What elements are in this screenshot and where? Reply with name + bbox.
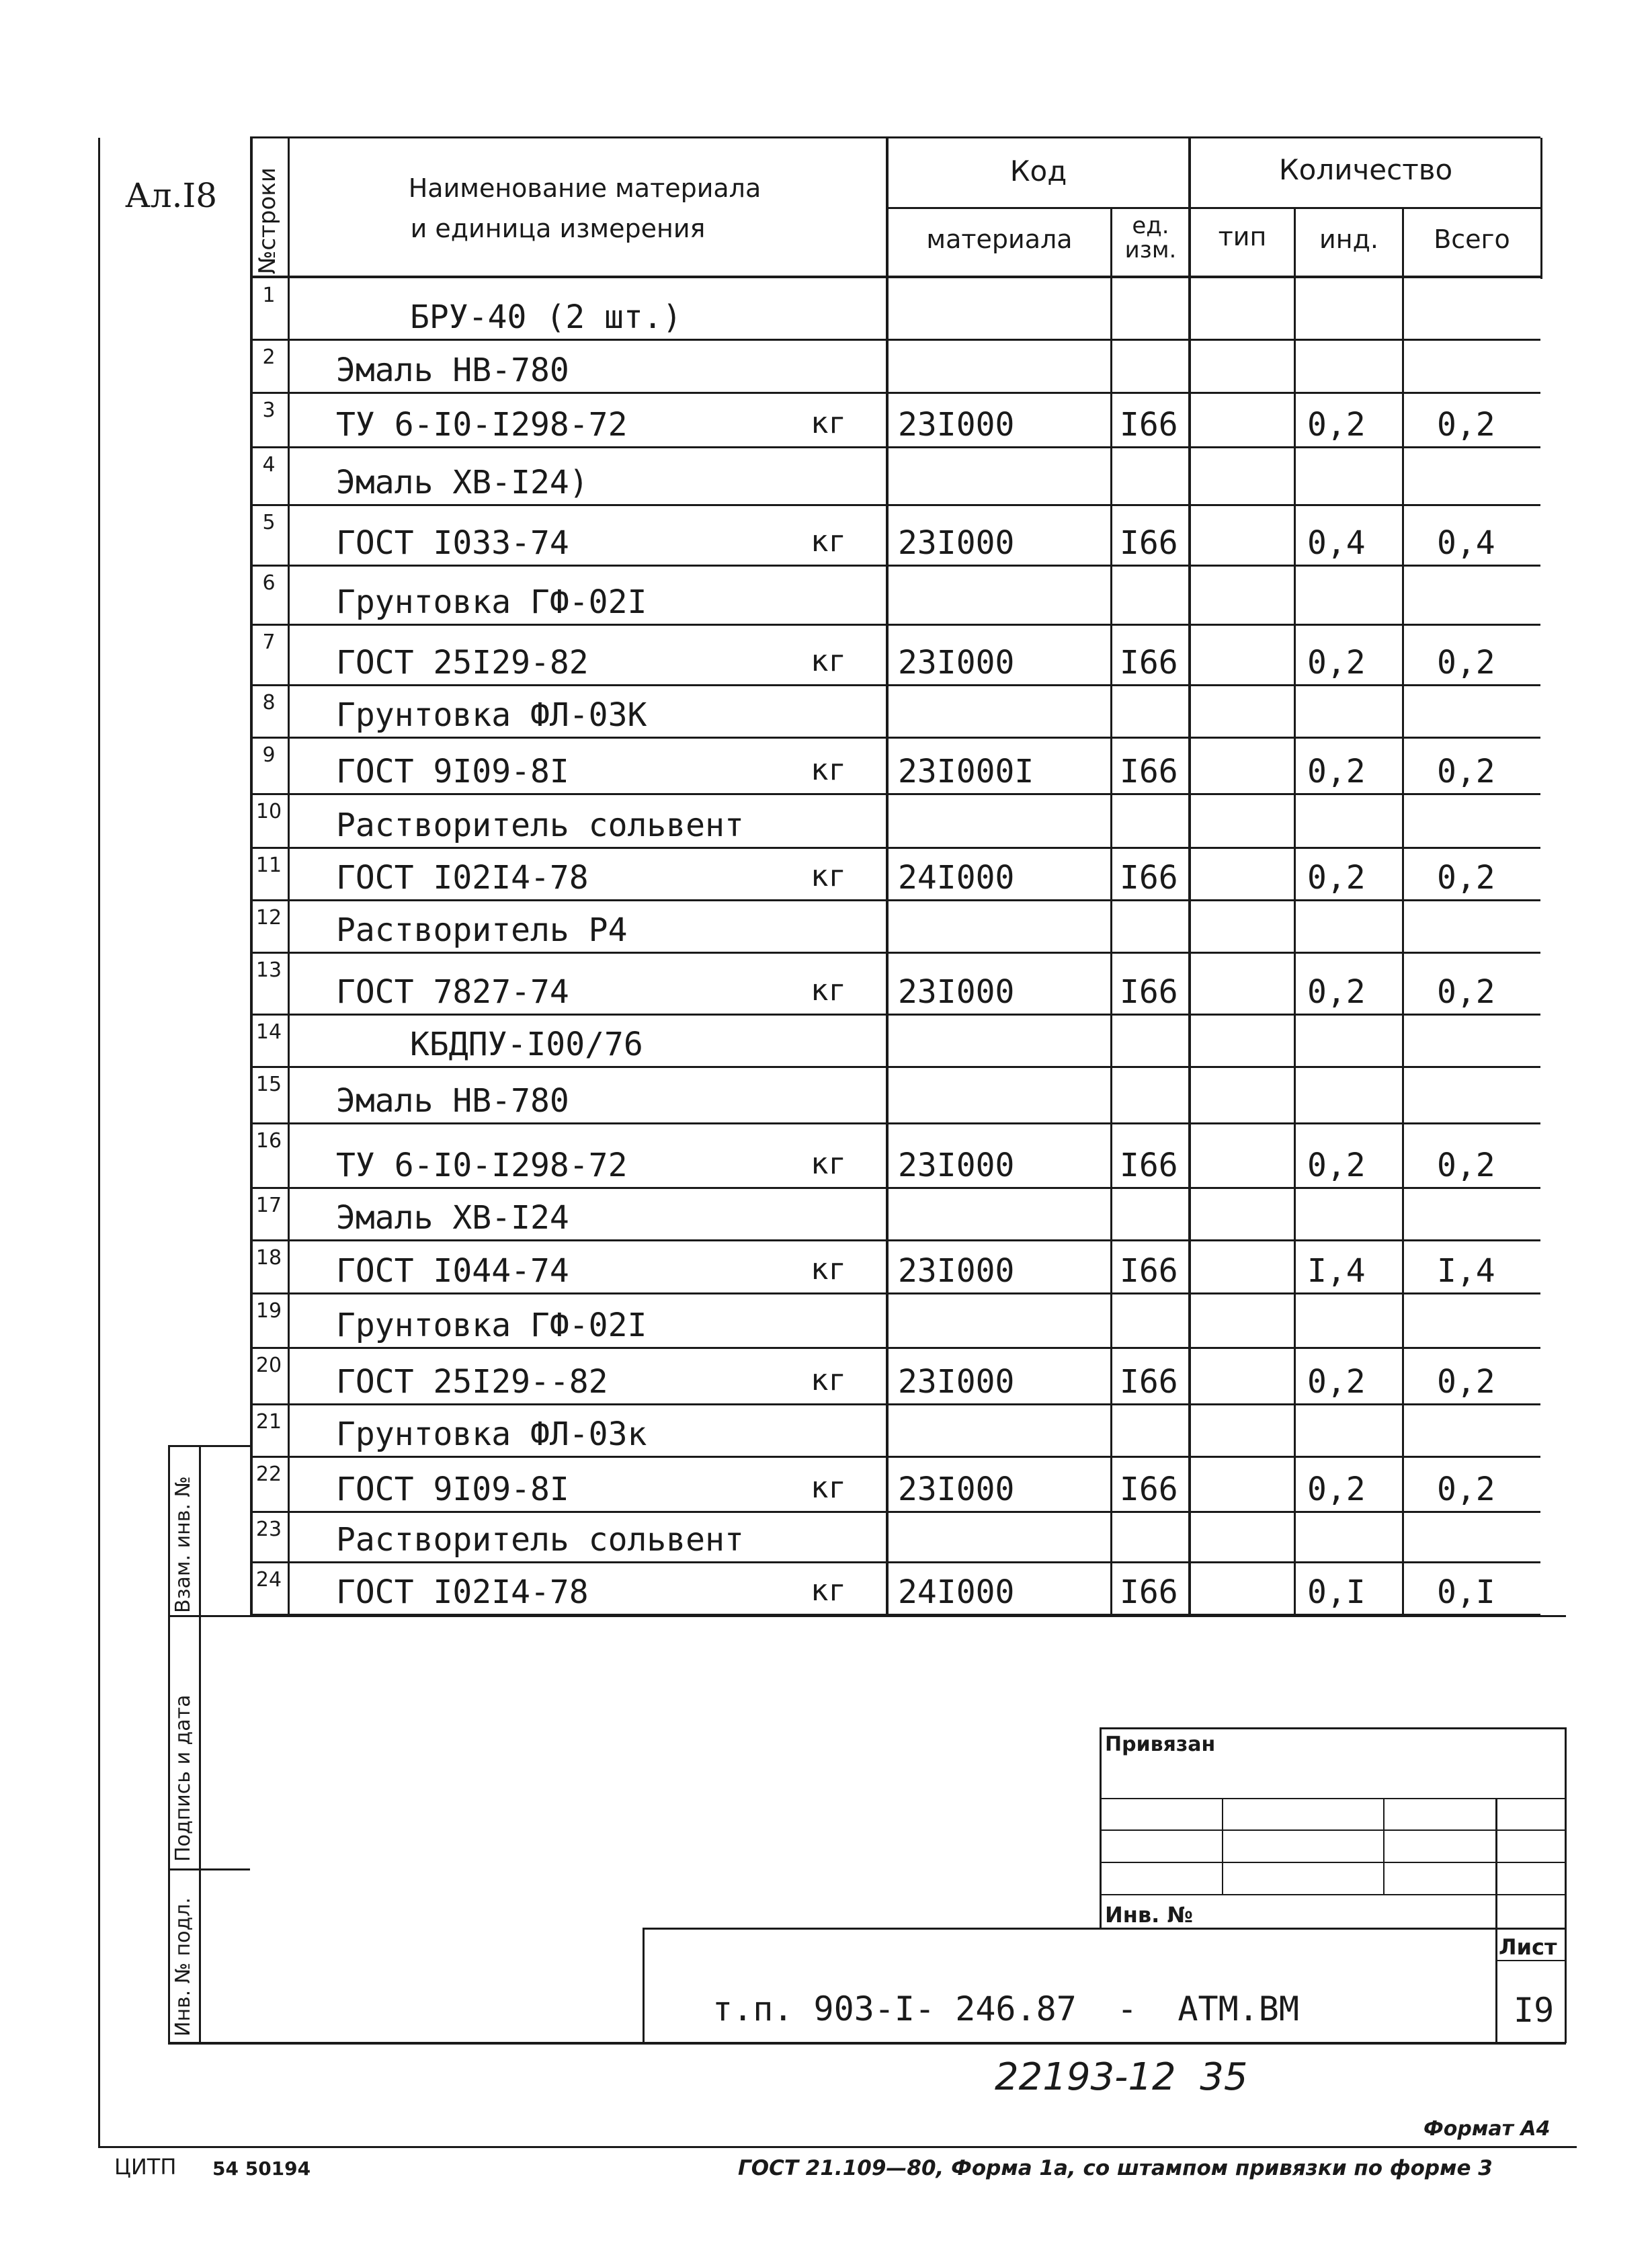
rownum-divider <box>288 138 290 1616</box>
row-divider <box>250 1614 1540 1616</box>
material-code: 23I000 <box>898 1363 1015 1401</box>
row-divider <box>250 899 1540 901</box>
qty-total: 0,I <box>1437 1573 1495 1611</box>
material-code: 23I000I <box>898 753 1034 790</box>
material-code: 24I000 <box>898 859 1015 897</box>
row-divider <box>250 684 1540 686</box>
qty-individual: I,4 <box>1307 1252 1366 1290</box>
unit-code: I66 <box>1120 1147 1178 1184</box>
header-top-line <box>250 136 1540 138</box>
material-name: ГОСТ I033-74 <box>336 524 569 562</box>
material-name: Эмаль НВ-780 <box>336 1082 569 1120</box>
qty-individual: 0,I <box>1307 1573 1366 1611</box>
unit-code: I66 <box>1120 859 1178 897</box>
row-number: 1 <box>262 284 276 307</box>
qty-type-header: тип <box>1218 222 1267 251</box>
material-code: 24I000 <box>898 1573 1015 1611</box>
row-divider <box>250 1014 1540 1016</box>
qty-total-header: Всего <box>1434 224 1510 254</box>
qty-total: 0,2 <box>1437 1471 1495 1508</box>
unit-of-measure: кг <box>811 1147 846 1181</box>
code-header: Код <box>1009 155 1067 188</box>
material-name: Растворитель сольвент <box>336 1521 744 1559</box>
row-number: 2 <box>262 345 276 369</box>
qty-individual: 0,2 <box>1307 1363 1366 1401</box>
quantity-header: Количество <box>1278 153 1453 186</box>
row-divider <box>250 1347 1540 1349</box>
material-name: ГОСТ 25I29--82 <box>336 1363 608 1401</box>
qty-total: 0,2 <box>1437 644 1495 682</box>
row-number: 18 <box>255 1246 282 1270</box>
vzam-label: Взам. инв. № <box>171 1476 195 1613</box>
footer-org: ЦИТП <box>114 2154 177 2180</box>
row-divider <box>250 737 1540 739</box>
tb-v3 <box>1495 1798 1497 2043</box>
left-margin-line <box>98 138 100 2147</box>
row-number: 19 <box>255 1299 282 1323</box>
row-divider <box>250 1456 1540 1458</box>
podpis-label: Подпись и дата <box>171 1694 195 1862</box>
material-name: БРУ-40 (2 шт.) <box>410 298 682 336</box>
unit-code: I66 <box>1120 1363 1178 1401</box>
header-bottom-line <box>250 276 1540 278</box>
privyazan-label: Привязан <box>1105 1733 1216 1756</box>
unit-code: I66 <box>1120 406 1178 444</box>
qty-total: 0,2 <box>1437 406 1495 444</box>
qty-individual: 0,2 <box>1307 1147 1366 1184</box>
material-code: 23I000 <box>898 524 1015 562</box>
document-designation: т.п. 903-I- 246.87 - АТМ.ВМ <box>712 1989 1299 2028</box>
row-number: 15 <box>255 1073 282 1096</box>
format-label: Формат А4 <box>1423 2117 1551 2141</box>
material-name: ГОСТ 9I09-8I <box>336 1471 569 1508</box>
code-material-header: материала <box>926 224 1073 254</box>
row-divider <box>250 624 1540 626</box>
material-name: КБДПУ-I00/76 <box>410 1026 643 1063</box>
inv-podl-label: Инв. № подл. <box>171 1897 195 2036</box>
unit-of-measure: кг <box>811 859 846 893</box>
material-name: ГОСТ I044-74 <box>336 1252 569 1290</box>
qty-individual: 0,2 <box>1307 753 1366 790</box>
tb-main-left <box>643 1928 645 2043</box>
material-name: Растворитель сольвент <box>336 807 744 844</box>
name-divider <box>886 138 889 1616</box>
row-number: 12 <box>255 906 282 930</box>
material-name: Грунтовка ГФ-02I <box>336 1307 647 1344</box>
stamp-bottom-line <box>168 2042 1566 2045</box>
qty-total: 0,2 <box>1437 1147 1495 1184</box>
qty-total: 0,2 <box>1437 753 1495 790</box>
material-name: ТУ 6-I0-I298-72 <box>336 1147 628 1184</box>
row-divider <box>250 1066 1540 1068</box>
side-stamp-mid <box>199 1445 201 2043</box>
qty-total: 0,2 <box>1437 1363 1495 1401</box>
unit-of-measure: кг <box>811 1363 846 1397</box>
material-name: Растворитель Р4 <box>336 911 628 949</box>
tb-sheet-line <box>1495 1960 1565 1961</box>
row-number: 24 <box>255 1568 282 1592</box>
unit-of-measure: кг <box>811 753 846 787</box>
material-code: 23I000 <box>898 1252 1015 1290</box>
header-mid-line <box>886 207 1540 209</box>
name-header-line1: Наименование материала <box>408 173 761 203</box>
row-number: 5 <box>262 511 276 534</box>
row-divider <box>250 565 1540 567</box>
qty-individual: 0,4 <box>1307 524 1366 562</box>
unit-divider <box>1188 138 1191 1616</box>
name-header-line2: и единица измерения <box>410 214 706 243</box>
material-name: ТУ 6-I0-I298-72 <box>336 406 628 444</box>
bottom-margin-line <box>98 2146 1577 2148</box>
qty-individual: 0,2 <box>1307 973 1366 1011</box>
row-number-header: №строки <box>254 167 281 274</box>
qty-individual: 0,2 <box>1307 1471 1366 1508</box>
unit-code: I66 <box>1120 753 1178 790</box>
row-divider <box>250 1187 1540 1189</box>
qty-total: I,4 <box>1437 1252 1495 1290</box>
unit-of-measure: кг <box>811 1252 846 1286</box>
material-name: Эмаль НВ-780 <box>336 352 569 389</box>
material-name: Грунтовка ФЛ-03К <box>336 696 647 734</box>
unit-code: I66 <box>1120 1252 1178 1290</box>
qty-individual: 0,2 <box>1307 644 1366 682</box>
row-divider <box>250 1403 1540 1405</box>
row-number: 8 <box>262 691 276 714</box>
row-number: 7 <box>262 630 276 654</box>
row-divider <box>250 446 1540 448</box>
row-number: 16 <box>255 1129 282 1153</box>
tb-v2 <box>1383 1798 1385 1895</box>
row-number: 10 <box>255 800 282 823</box>
sheet-number: I9 <box>1514 1991 1555 2030</box>
row-divider <box>250 793 1540 795</box>
side-stamp-top <box>168 1445 250 1447</box>
unit-code: I66 <box>1120 1471 1178 1508</box>
row-divider <box>250 847 1540 849</box>
material-name: ГОСТ 25I29-82 <box>336 644 589 682</box>
unit-code: I66 <box>1120 644 1178 682</box>
qty-total: 0,2 <box>1437 859 1495 897</box>
code-unit-header: ед. изм. <box>1124 212 1177 263</box>
qty-ind-header: инд. <box>1319 224 1378 254</box>
inv-no-label: Инв. № <box>1105 1902 1193 1928</box>
handwritten-number: 22193-12 35 <box>995 2055 1248 2099</box>
unit-code: I66 <box>1120 524 1178 562</box>
row-number: 22 <box>255 1463 282 1486</box>
material-code: 23I000 <box>898 406 1015 444</box>
row-divider <box>250 392 1540 394</box>
sheet-label: Ал.I8 <box>125 176 218 215</box>
unit-of-measure: кг <box>811 644 846 678</box>
tb-top <box>1100 1727 1565 1729</box>
material-name: ГОСТ 9I09-8I <box>336 753 569 790</box>
row-divider <box>250 1292 1540 1294</box>
unit-of-measure: кг <box>811 1471 846 1505</box>
material-name: Эмаль ХВ-I24 <box>336 1199 569 1237</box>
table-right-border <box>1540 138 1542 279</box>
row-divider <box>250 1511 1540 1513</box>
row-divider <box>250 339 1540 341</box>
qty-total: 0,2 <box>1437 973 1495 1011</box>
row-divider <box>250 504 1540 506</box>
side-stamp-left <box>168 1445 170 2043</box>
row-number: 3 <box>262 399 276 422</box>
material-name: ГОСТ I02I4-78 <box>336 1573 589 1611</box>
unit-of-measure: кг <box>811 524 846 559</box>
qty-individual: 0,2 <box>1307 859 1366 897</box>
row-divider <box>250 1239 1540 1241</box>
material-name: ГОСТ I02I4-78 <box>336 859 589 897</box>
row-number: 23 <box>255 1518 282 1541</box>
tb-main-top <box>643 1928 1565 1930</box>
row-number: 13 <box>255 958 282 982</box>
material-code: 23I000 <box>898 1147 1015 1184</box>
row-number: 11 <box>255 854 282 877</box>
footer-gost-note: ГОСТ 21.109—80, Форма 1а, со штампом привязки по форме 3 <box>738 2156 1493 2180</box>
row-divider <box>250 1122 1540 1124</box>
row-number: 17 <box>255 1194 282 1217</box>
row-number: 4 <box>262 453 276 477</box>
row-number: 9 <box>262 743 276 767</box>
row-divider <box>250 1561 1540 1563</box>
side-stamp-div2 <box>168 1868 250 1870</box>
material-name: Эмаль ХВ-I24) <box>336 464 589 501</box>
row-number: 14 <box>255 1020 282 1044</box>
material-name: ГОСТ 7827-74 <box>336 973 569 1011</box>
tb-v1 <box>1222 1798 1223 1895</box>
material-name: Грунтовка ГФ-02I <box>336 583 647 621</box>
unit-of-measure: кг <box>811 406 846 440</box>
row-number: 20 <box>255 1354 282 1377</box>
row-divider <box>250 952 1540 954</box>
qty-total: 0,4 <box>1437 524 1495 562</box>
tb-right <box>1565 1727 1567 2043</box>
material-name: Грунтовка ФЛ-03к <box>336 1415 647 1453</box>
unit-code: I66 <box>1120 1573 1178 1611</box>
unit-of-measure: кг <box>811 1573 846 1608</box>
table-left-border <box>250 138 253 1616</box>
material-code: 23I000 <box>898 1471 1015 1508</box>
footer-org-code: 54 50194 <box>212 2157 311 2180</box>
material-code: 23I000 <box>898 644 1015 682</box>
sheet-label-cell: Лист <box>1499 1934 1557 1960</box>
tb-left <box>1100 1727 1102 1929</box>
qty-individual: 0,2 <box>1307 406 1366 444</box>
row-number: 21 <box>255 1410 282 1434</box>
material-code: 23I000 <box>898 973 1015 1011</box>
unit-of-measure: кг <box>811 973 846 1007</box>
row-number: 6 <box>262 571 276 595</box>
unit-code: I66 <box>1120 973 1178 1011</box>
